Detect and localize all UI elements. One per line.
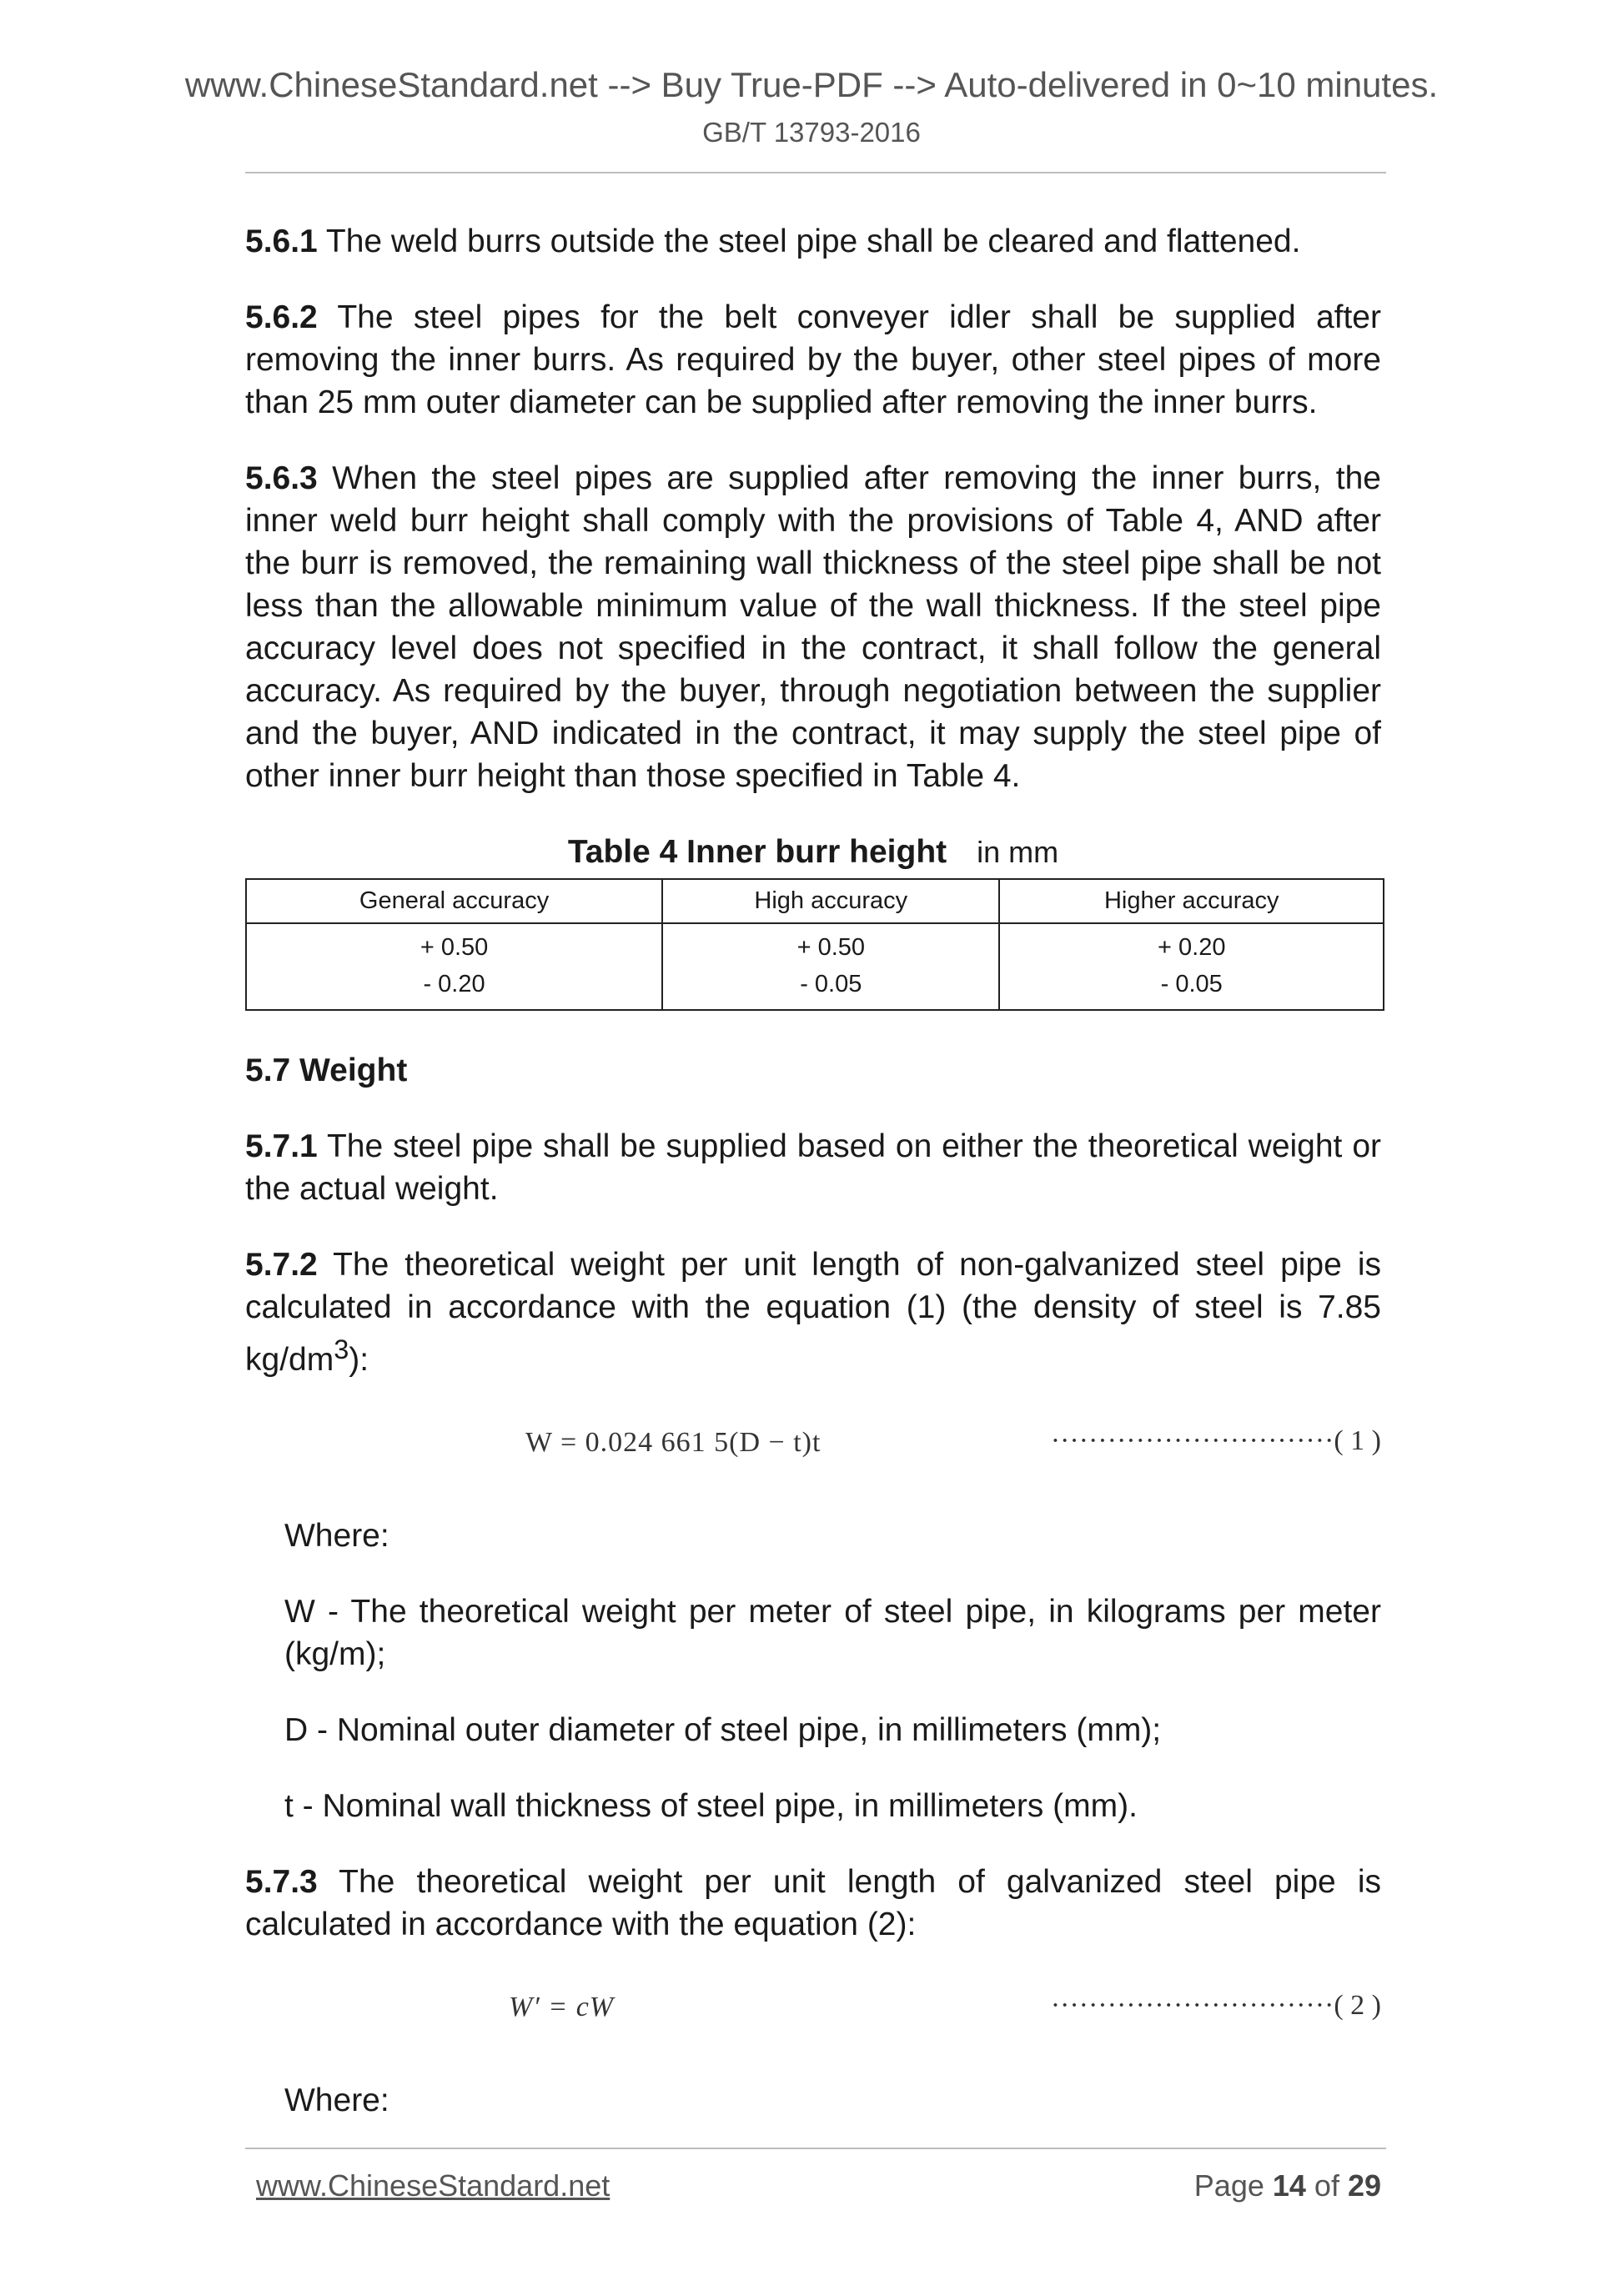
clause-text: The steel pipe shall be supplied based on either the theoretical weight or the actual weight. <box>245 1128 1381 1207</box>
clause-text: The theoretical weight per unit length of non-galvanized steel pipe is calculated in accordance with the equation (1) (the density of steel is 7.85 kg/dm <box>245 1247 1381 1378</box>
lower-deviation: - 0.05 <box>1160 971 1223 997</box>
clause-5-6-2 <box>245 296 1381 424</box>
lower-deviation: - 0.05 <box>800 971 862 997</box>
equation-number: ······························( 1 ) <box>1050 1425 1381 1456</box>
page-total: 29 <box>1347 2168 1381 2203</box>
clause-number: 5.7.2 <box>245 1247 318 1283</box>
clause-number: 5.6.1 <box>245 224 318 259</box>
where-label: Where: <box>284 2082 389 2118</box>
upper-deviation: + 0.20 <box>1158 934 1226 961</box>
definition-d: D - Nominal outer diameter of steel pipe, in millimeters (mm); <box>284 1712 1162 1748</box>
clause-text: The weld burrs outside the steel pipe shall be cleared and flattened. <box>317 224 1301 259</box>
table-header-cell: Higher accuracy <box>999 879 1384 923</box>
clause-5-7-2 <box>245 1243 1381 1381</box>
section-heading: 5.7 Weight <box>245 1053 408 1088</box>
clause-5-7-1 <box>245 1125 1381 1210</box>
clause-number: 5.7.1 <box>245 1128 318 1164</box>
header-banner: www.ChineseStandard.net --> Buy True-PDF --> Auto-delivered in 0~10 minutes. <box>184 65 1439 104</box>
equation-1 <box>245 1414 1381 1481</box>
table-cell <box>246 923 662 1010</box>
definition-w: W - The theoretical weight per meter of steel pipe, in kilograms per meter (kg/m); <box>284 1594 1381 1672</box>
page-content <box>245 220 1381 2155</box>
page-indicator <box>1194 2168 1381 2203</box>
upper-deviation: + 0.50 <box>796 934 866 961</box>
table-caption <box>245 831 1381 873</box>
table-row <box>246 923 1384 1010</box>
table-header-row <box>246 879 1384 923</box>
table-title: Table 4 Inner burr height <box>567 834 947 870</box>
clause-5-6-1 <box>245 220 1381 263</box>
definition-t: t - Nominal wall thickness of steel pipe, in millimeters (mm). <box>284 1788 1138 1824</box>
standard-code: GB/T 13793-2016 <box>702 117 921 148</box>
clause-text-tail: ): <box>349 1342 369 1378</box>
equation-2 <box>245 1979 1381 2046</box>
equation-formula: W′ = cW <box>509 1992 615 2022</box>
where-label: Where: <box>284 1518 389 1554</box>
clause-number: 5.7.3 <box>245 1864 318 1900</box>
clause-text: The theoretical weight per unit length of galvanized steel pipe is calculated in accordance with the equation (2): <box>245 1864 1381 1942</box>
page-number: 14 <box>1272 2168 1306 2203</box>
table-cell <box>999 923 1384 1010</box>
upper-deviation: + 0.50 <box>420 934 489 961</box>
table-cell <box>662 923 999 1010</box>
footer-site-link[interactable]: www.ChineseStandard.net <box>256 2168 611 2203</box>
header-divider <box>245 172 1386 173</box>
table-unit: in mm <box>977 835 1059 869</box>
equation-number: ······························( 2 ) <box>1050 1990 1381 2021</box>
superscript: 3 <box>334 1334 349 1364</box>
page-word: Page <box>1193 2168 1273 2203</box>
clause-number: 5.6.2 <box>245 299 318 335</box>
clause-text: When the steel pipes are supplied after removing the inner burrs, the inner weld burr height shall comply with the provisions of Table 4, AND after the burr is removed, the remaining wall thickness of the steel pipe shall be not less than the allowable minimum value of the wall thickness. If the steel pipe accuracy level does not specified in the contract, it shall follow the general accuracy. As required by the buyer, through negotiation between the supplier and the buyer, AND indicated in the contract, it may supply the steel pipe of other inner burr height than those specified in Table 4. <box>245 460 1381 794</box>
clause-5-7-3 <box>245 1861 1381 1946</box>
table-header-cell: General accuracy <box>246 879 662 923</box>
clause-text: The steel pipes for the belt conveyer idler shall be supplied after removing the inner burrs. As required by the buyer, other steel pipes of more than 25 mm outer diameter can be supplied after removing the inner burrs. <box>245 299 1381 420</box>
inner-burr-height-table <box>245 878 1384 1011</box>
table-header-cell: High accuracy <box>662 879 999 923</box>
lower-deviation: - 0.20 <box>423 971 485 997</box>
of-word: of <box>1305 2168 1348 2203</box>
footer-divider <box>245 2148 1386 2149</box>
clause-number: 5.6.3 <box>245 460 318 496</box>
clause-5-6-3 <box>245 457 1381 797</box>
equation-formula: W = 0.024 661 5(D − t)t <box>525 1427 822 1458</box>
